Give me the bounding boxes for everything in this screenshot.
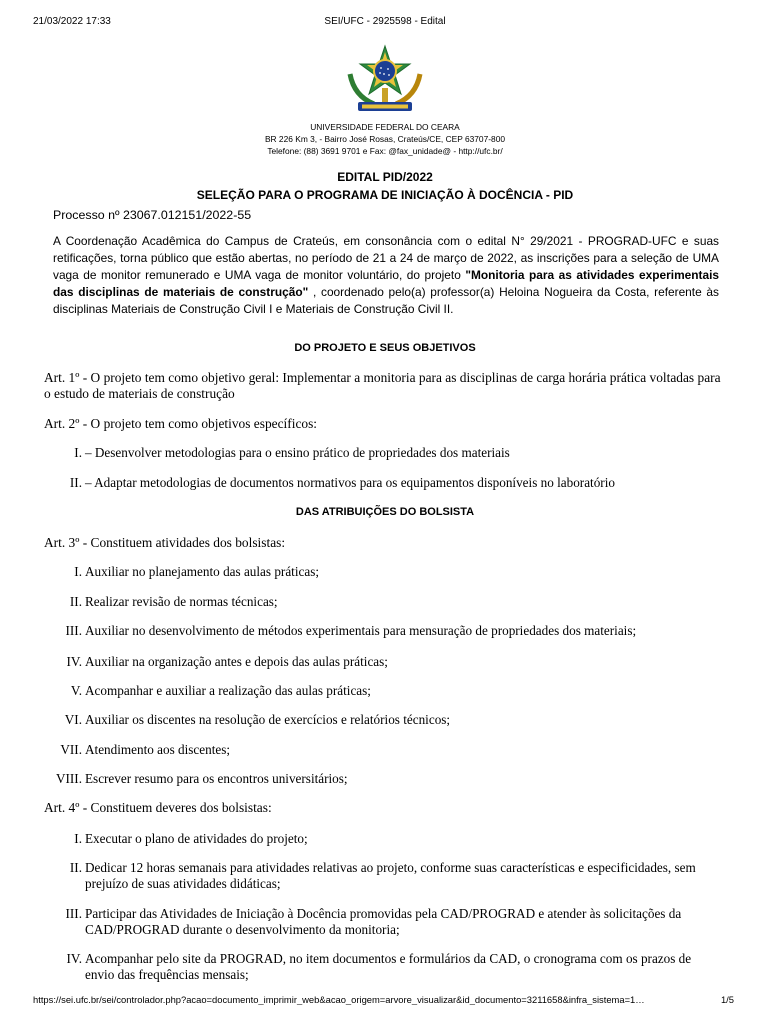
article-3: Art. 3º - Constituem atividades dos bolsistas: [44, 535, 286, 550]
list-item [46, 594, 721, 610]
list-item-number: VIII. [56, 771, 82, 786]
intro-text-before: A Coordenação Acadêmica do Campus de Crateús, em consonância com o edital N° 29/2021 - PROGRAD-UFC e suas retificações, torna público que estão abertas, no período de 21 a 24 de março de 2022, as inscrições para a seleção de UMA vaga de monitor remunerado e UMA vaga de monitor voluntário, do projeto [53, 234, 719, 282]
list-item [46, 683, 721, 699]
list-item-number: III. [65, 906, 82, 921]
list-item-number: II. [69, 475, 82, 490]
print-doc-title: SEI/UFC - 2925598 - Edital [324, 16, 446, 27]
list-item [46, 742, 721, 758]
list-item [46, 712, 721, 728]
list-item-text: Auxiliar na organização antes e depois das aulas práticas; [85, 654, 388, 669]
list-item [46, 831, 721, 847]
list-item [46, 564, 721, 580]
coat-of-arms-icon [344, 44, 426, 116]
list-item [46, 445, 721, 461]
list-item [46, 654, 721, 670]
list-item [46, 475, 721, 491]
list-item [46, 951, 721, 983]
institution-block [0, 121, 770, 157]
intro-text-after: , coordenado pelo(a) professor(a) Heloina Nogueira da Costa, referente às disciplinas Materiais de Construção Civil I e Materiais de Construção Civil II. [53, 285, 719, 316]
list-item-text: Acompanhar pelo site da PROGRAD, no item documentos e formulários da CAD, o cronograma com os prazos de envio das frequências mensais; [85, 951, 692, 982]
list-item [46, 771, 721, 787]
list-item-number: IV. [66, 654, 82, 669]
list-item-number: IV. [66, 951, 82, 966]
list-item-number: II. [69, 594, 82, 609]
list-item-text: – Adaptar metodologias de documentos normativos para os equipamentos disponíveis no laboratório [85, 475, 615, 490]
list-item-number: I. [74, 831, 82, 846]
list-item-text: Realizar revisão de normas técnicas; [85, 594, 278, 609]
list-item-text: Auxiliar no planejamento das aulas práticas; [85, 564, 320, 579]
edital-title [0, 168, 770, 204]
list-item-text: Participar das Atividades de Iniciação à Docência promovidas pela CAD/PROGRAD e atender às solicitações da CAD/PROGRAD durante o desenvolvimento da monitoria; [85, 906, 682, 937]
article-4: Art. 4º - Constituem deveres dos bolsistas: [44, 800, 272, 815]
article-1: Art. 1º - O projeto tem como objetivo geral: Implementar a monitoria para as disciplinas de carga horária prática voltadas para o estudo de materiais de construção [44, 370, 721, 401]
section-heading-project: DO PROJETO E SEUS OBJETIVOS [294, 342, 476, 354]
section-heading-duties: DAS ATRIBUIÇÕES DO BOLSISTA [295, 506, 475, 518]
list-item-text: Dedicar 12 horas semanais para atividades relativas ao projeto, conforme suas características e especificidades, sem prejuízo de suas atividades didáticas; [85, 860, 696, 891]
institution-address: BR 226 Km 3, - Bairro José Rosas, Crateús/CE, CEP 63707-800 [264, 134, 506, 144]
list-item-text: Executar o plano de atividades do projeto; [85, 831, 308, 846]
list-item-number: V. [70, 683, 82, 698]
list-item-text: Auxiliar no desenvolvimento de métodos experimentais para mensuração de propriedades dos materiais; [85, 623, 637, 638]
article-2: Art. 2º - O projeto tem como objetivos específicos: [44, 416, 318, 431]
page-url-link[interactable]: https://sei.ufc.br/sei/controlador.php?acao=documento_imprimir_web&acao_origem=arvore_visualizar&id_documento=3211658&infra_sistema=1… [33, 994, 645, 1005]
page-number: 1/5 [720, 994, 734, 1005]
list-item-text: Auxiliar os discentes na resolução de exercícios e relatórios técnicos; [85, 712, 451, 727]
list-item [46, 623, 721, 639]
list-item-number: I. [74, 564, 82, 579]
list-item-number: VI. [64, 712, 82, 727]
institution-name: UNIVERSIDADE FEDERAL DO CEARA [310, 122, 460, 132]
edital-title-line1: EDITAL PID/2022 [337, 170, 433, 184]
list-item-text: Escrever resumo para os encontros universitários; [85, 771, 348, 786]
list-item-number: III. [65, 623, 82, 638]
print-datetime: 21/03/2022 17:33 [33, 16, 111, 27]
processo-number: Processo nº 23067.012151/2022-55 [53, 208, 252, 222]
list-item-number: II. [69, 860, 82, 875]
edital-title-line2: SELEÇÃO PARA O PROGRAMA DE INICIAÇÃO À DOCÊNCIA - PID [196, 188, 574, 202]
list-item-text: Atendimento aos discentes; [85, 742, 231, 757]
institution-contact: Telefone: (88) 3691 9701 e Fax: @fax_unidade@ - http://ufc.br/ [267, 146, 503, 156]
list-item-number: I. [74, 445, 82, 460]
list-item [46, 860, 721, 892]
list-item-text: – Desenvolver metodologias para o ensino prático de propriedades dos materiais [85, 445, 510, 460]
intro-paragraph [53, 233, 719, 318]
list-item-text: Acompanhar e auxiliar a realização das aulas práticas; [85, 683, 371, 698]
list-item-number: VII. [60, 742, 82, 757]
project-name: "Monitoria para as atividades experimentais das disciplinas de materiais de construção" [53, 268, 720, 299]
list-item [46, 906, 721, 938]
